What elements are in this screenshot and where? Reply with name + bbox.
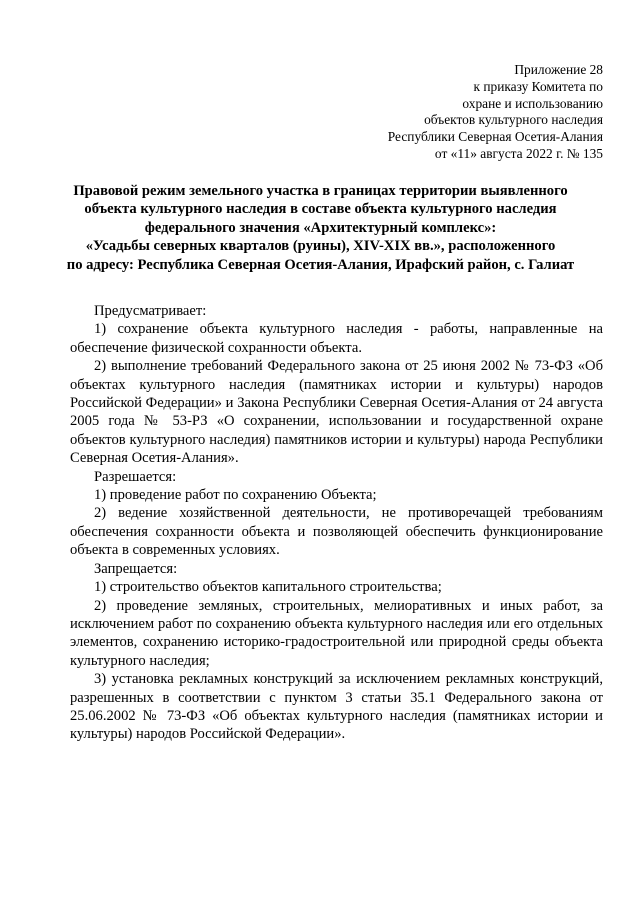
- title-line: объекта культурного наследия в составе объекта культурного наследия: [84, 201, 557, 218]
- title-line: «Усадьбы северных кварталов (руины), XIV-XIX вв.», расположенного: [85, 238, 556, 255]
- prohibited-heading: Запрещается:: [94, 560, 178, 577]
- prohibited-item: 1) строительство объектов капитального строительства;: [94, 579, 442, 596]
- appendix-number: Приложение 28: [514, 62, 603, 77]
- provides-heading: Предусматривает:: [94, 303, 207, 319]
- appendix-date-line: от «11» августа 2022 г. № 135: [434, 145, 603, 161]
- document-title: [38, 182, 603, 274]
- provides-item: 1) сохранение объекта культурного наследия - работы, направленные на обеспечение физической сохранности объекта.: [70, 321, 603, 356]
- appendix-republic-line: Республики Северная Осетия-Алания: [387, 129, 603, 145]
- provides-item: 2) выполнение требований Федерального закона от 25 июня 2002 № 73-ФЗ «Об объектах культурного наследия (памятниках истории и культуры) народов Российской Федерации» и Закона Республики Северная Осетия-Алания от 24 августа 2005 года № 53-РЗ «О сохранении, использовании и государственной охране объектов культурного наследия) памятников истории и культуры) народа Республики Северная Осетия-Алания».: [70, 358, 603, 467]
- prohibited-item: 3) установка рекламных конструкций за исключением рекламных конструкций, разрешенных в соответствии с пунктом 3 статьи 35.1 Федерального закона от 25.06.2002 № 73-ФЗ «Об объектах культурного наследия (памятниках истории и культуры) народов Российской Федерации».: [70, 671, 603, 743]
- document-body: [70, 302, 603, 744]
- title-line: по адресу: Республика Северная Осетия-Алания, Ирафский район, с. Галиат: [66, 256, 575, 273]
- title-line: федерального значения «Архитектурный комплекс»:: [144, 219, 497, 236]
- title-line: Правовой режим земельного участка в границах территории выявленного: [73, 183, 568, 199]
- appendix-heritage-line: объектов культурного наследия: [424, 112, 603, 128]
- appendix-order-ref: к приказу Комитета по: [473, 78, 603, 94]
- allowed-item: 1) проведение работ по сохранению Объекта;: [94, 487, 377, 504]
- appendix-header: [388, 62, 603, 163]
- allowed-heading: Разрешается:: [94, 468, 177, 485]
- prohibited-item: 2) проведение земляных, строительных, мелиоративных и иных работ, за исключением работ по сохранению объекта культурного наследия или его отдельных элементов, сохранению историко-градостроительной или природной среды объекта культурного наследия;: [70, 597, 603, 669]
- allowed-item: 2) ведение хозяйственной деятельности, не противоречащей требованиям обеспечения сохранности объекта и позволяющей обеспечить функционирование объекта в современных условиях.: [70, 505, 603, 559]
- appendix-committee-line: охране и использованию: [462, 95, 603, 111]
